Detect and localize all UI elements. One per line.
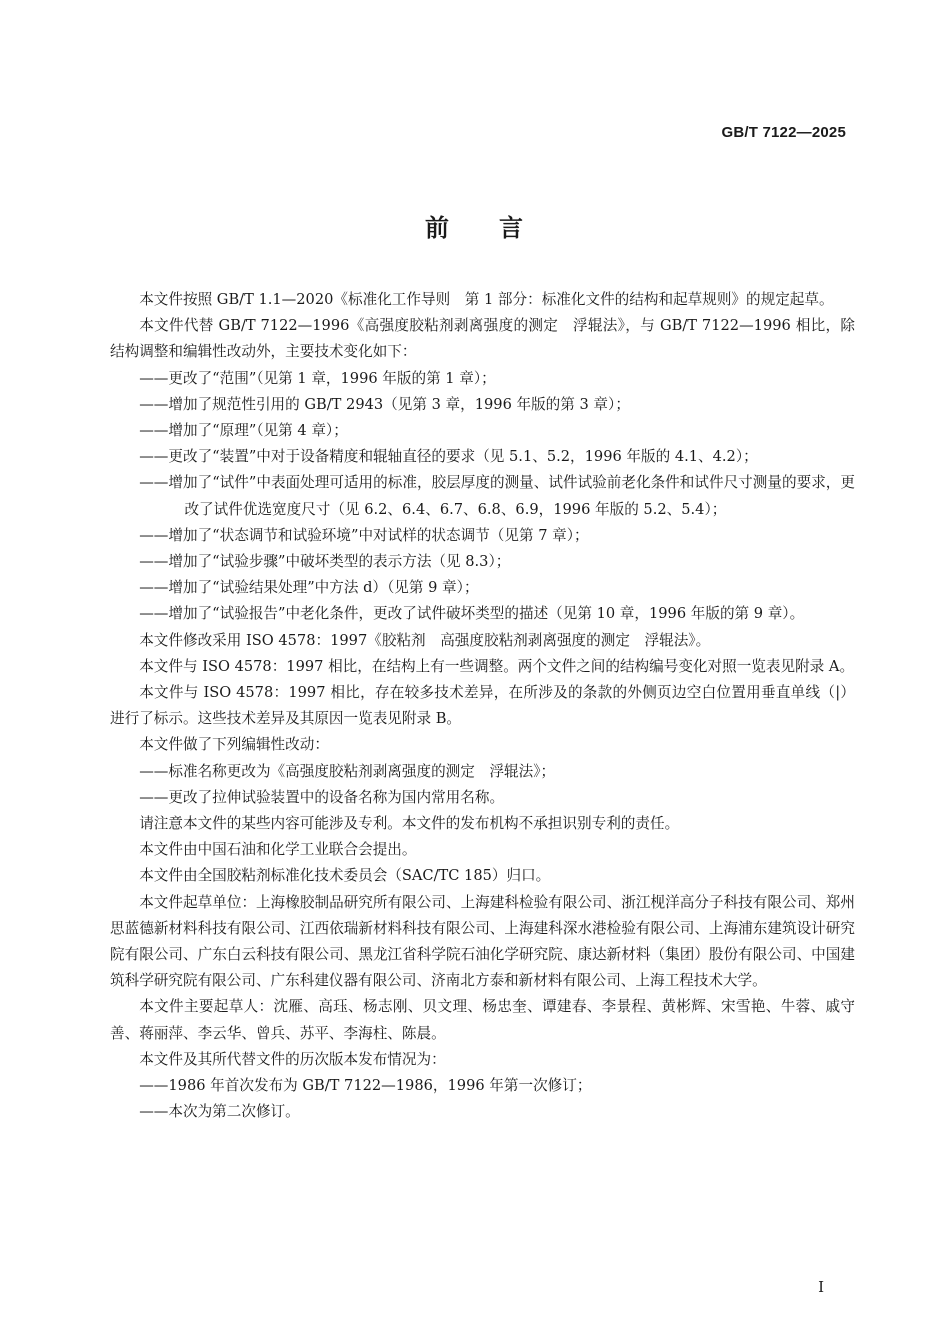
editorial-item: ——标准名称更改为《高强度胶粘剂剥离强度的测定 浮辊法》；	[139, 762, 556, 780]
standard-code: GB/T 7122—2025	[721, 124, 846, 141]
page-title-part-2: 言	[499, 214, 525, 242]
paragraph-proposer: 本文件由中国石油和化学工业联合会提出。	[139, 841, 417, 859]
change-item: ——增加了“原理”（见第 4 章）；	[139, 422, 348, 440]
change-item: ——增加了规范性引用的 GB/T 2943（见第 3 章，1996 年版的第 3 章）；	[139, 395, 630, 413]
change-item: ——更改了“范围”（见第 1 章，1996 年版的第 1 章）；	[139, 369, 496, 387]
change-item: ——增加了“试验步骤”中破坏类型的表示方法（见 8.3）；	[139, 553, 511, 571]
foreword-body	[110, 287, 855, 1126]
paragraph-history-intro: 本文件及其所代替文件的历次版本发布情况为：	[139, 1050, 446, 1068]
change-item: ——增加了“状态调节和试验环境”中对试样的状态调节（见第 7 章）；	[139, 526, 589, 544]
change-item: ——增加了“试件”中表面处理可适用的标准，胶层厚度的测量、试件试验前老化条件和试件尺寸测量的要求，更改了试件优选宽度尺寸（见 6.2、6.4、6.7、6.8、6.9，1996 年版的 5.2、5.4）；	[139, 474, 855, 518]
history-item: ——本次为第二次修订。	[139, 1103, 300, 1121]
paragraph-editorial-intro: 本文件做了下列编辑性改动：	[139, 736, 329, 754]
paragraph-drafting-units: 本文件起草单位：上海橡胶制品研究所有限公司、上海建科检验有限公司、浙江枧洋高分子科技有限公司、郑州思蓝德新材料科技有限公司、江西依瑞新材料科技有限公司、上海建科深水港检验有限公司、上海浦东建筑设计研究院有限公司、广东白云科技有限公司、黑龙江省科学院石油化学研究院、康达新材料（集团）股份有限公司、中国建筑科学研究院有限公司、广东科建仪器有限公司、济南北方泰和新材料有限公司、上海工程技术大学。	[110, 893, 855, 990]
paragraph-drafting-basis: 本文件按照 GB/T 1.1—2020《标准化工作导则 第 1 部分：标准化文件的结构和起草规则》的规定起草。	[139, 291, 834, 308]
page-title	[0, 208, 950, 243]
paragraph-replacement: 本文件代替 GB/T 7122—1996《高强度胶粘剂剥离强度的测定 浮辊法》，与 GB/T 7122—1996 相比，除结构调整和编辑性改动外，主要技术变化如下：	[110, 317, 855, 361]
editorial-item: ——更改了拉伸试验装置中的设备名称为国内常用名称。	[139, 788, 505, 806]
page-number: I	[818, 1278, 824, 1296]
change-item: ——增加了“试验结果处理”中方法 d）（见第 9 章）；	[139, 579, 479, 597]
history-item: ——1986 年首次发布为 GB/T 7122—1986，1996 年第一次修订；	[139, 1077, 592, 1095]
paragraph-technical-diff: 本文件与 ISO 4578：1997 相比，存在较多技术差异，在所涉及的条款的外侧页边空白位置用垂直单线（|）进行了标示。这些技术差异及其原因一览表见附录 B。	[110, 684, 855, 728]
paragraph-technical-committee: 本文件由全国胶粘剂标准化技术委员会（SAC/TC 185）归口。	[139, 867, 551, 885]
paragraph-iso-adoption: 本文件修改采用 ISO 4578：1997《胶粘剂 高强度胶粘剂剥离强度的测定 浮辊法》。	[139, 631, 711, 649]
paragraph-patent-notice: 请注意本文件的某些内容可能涉及专利。本文件的发布机构不承担识别专利的责任。	[139, 815, 680, 833]
paragraph-structure-diff: 本文件与 ISO 4578：1997 相比，在结构上有一些调整。两个文件之间的结构编号变化对照一览表见附录 A。	[139, 657, 855, 675]
change-item: ——更改了“装置”中对于设备精度和辊轴直径的要求（见 5.1、5.2，1996 年版的 4.1、4.2）；	[139, 448, 758, 466]
page-title-part-1: 前	[425, 214, 451, 242]
change-item: ——增加了“试验报告”中老化条件，更改了试件破坏类型的描述（见第 10 章，1996 年版的第 9 章）。	[139, 605, 805, 623]
paragraph-drafters: 本文件主要起草人：沈雁、高珏、杨志刚、贝文理、杨忠奎、谭建春、李景程、黄彬辉、宋雪艳、牛蓉、戚守善、蒋丽萍、李云华、曾兵、苏平、李海柱、陈晨。	[110, 998, 855, 1042]
